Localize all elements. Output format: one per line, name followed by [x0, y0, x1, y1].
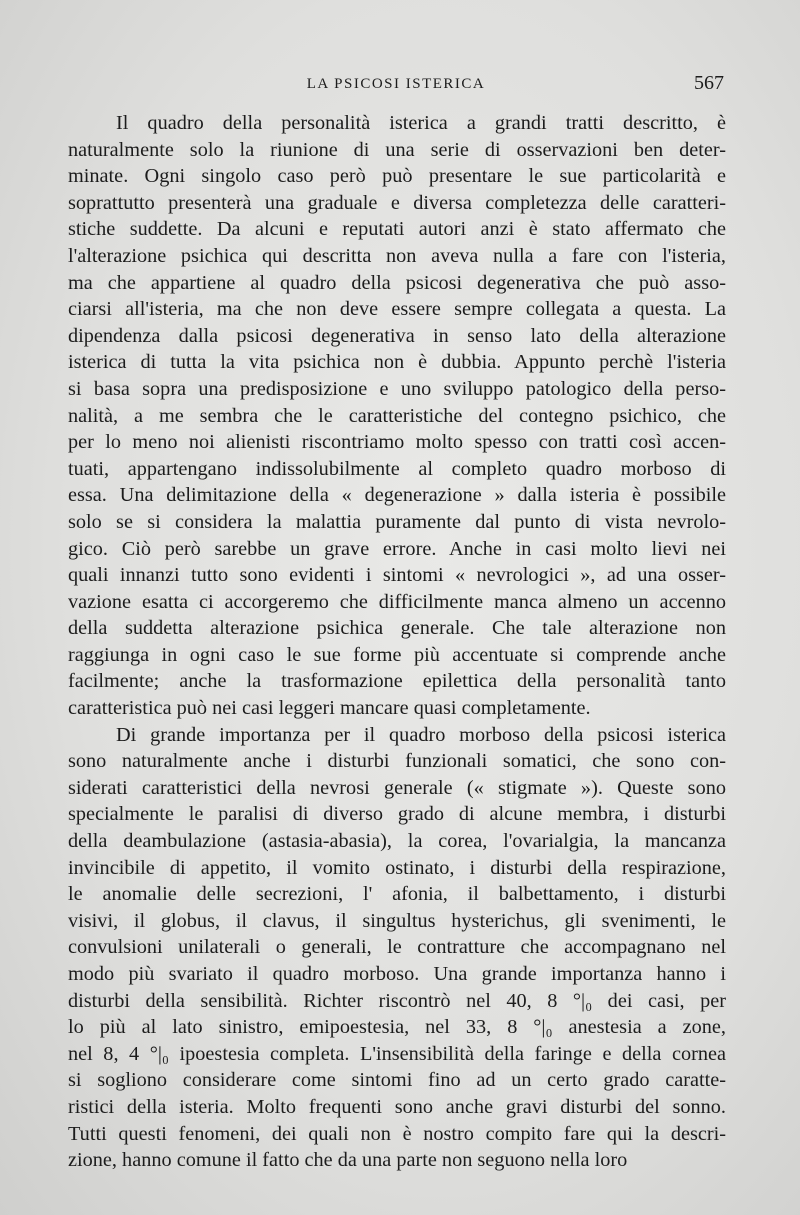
text-line: visivi, il globus, il clavus, il singultus hysterichus, gli svenimenti, le: [68, 909, 726, 932]
paragraph: [68, 110, 726, 722]
text-line: vazione esatta ci accorgeremo che difficilmente manca almeno un accenno: [68, 590, 726, 613]
text-line: siderati caratteristici della nevrosi generale (« stigmate »). Queste sono: [68, 776, 726, 799]
text-line: si basa sopra una predisposizione e uno sviluppo patologico della perso-: [68, 377, 726, 400]
paragraph: [68, 722, 726, 1174]
text-line: della deambulazione (astasia-abasia), la corea, l'ovarialgia, la mancanza: [68, 830, 726, 853]
text-line: dipendenza dalla psicosi degenerativa in senso lato della alterazione: [68, 324, 726, 347]
text-line: ciarsi all'isteria, ma che non deve essere sempre collegata a questa. La: [68, 298, 726, 321]
text-line: isterica di tutta la vita psichica non è dubbia. Appunto perchè l'isteria: [68, 351, 726, 374]
text-line: quali innanzi tutto sono evidenti i sintomi « nevrologici », ad una osser-: [68, 564, 726, 587]
text-line: per lo meno noi alienisti riscontriamo molto spesso con tratti così accen-: [68, 431, 726, 454]
text-line: nalità, a me sembra che le caratteristiche del contegno psichico, che: [68, 404, 726, 427]
text-line: stiche suddette. Da alcuni e reputati autori anzi è stato affermato che: [68, 218, 726, 241]
text-line: invincibile di appetito, il vomito ostinato, i disturbi della respirazione,: [68, 856, 726, 879]
text-line: della suddetta alterazione psichica generale. Che tale alterazione non: [68, 617, 726, 640]
text-line: soprattutto presenterà una graduale e diversa completezza delle caratteri-: [68, 191, 726, 214]
text-line: le anomalie delle secrezioni, l' afonia, il balbettamento, i disturbi: [68, 883, 726, 906]
text-line: disturbi della sensibilità. Richter riscontrò nel 40, 8 °|₀ dei casi, per: [68, 989, 726, 1012]
page-header: [68, 74, 724, 104]
text-line: Tutti questi fenomeni, dei quali non è nostro compito fare qui la descri-: [68, 1122, 726, 1145]
running-title: LA PSICOSI ISTERICA: [306, 76, 486, 92]
text-line: gico. Ciò però sarebbe un grave errore. Anche in casi molto lievi nei: [68, 537, 726, 560]
text-line: modo più svariato il quadro morboso. Una grande importanza hanno i: [68, 963, 726, 985]
text-line: zione, hanno comune il fatto che da una parte non seguono nella loro: [68, 1149, 628, 1172]
text-line: l'alterazione psichica qui descritta non aveva nulla a fare con l'isteria,: [68, 244, 726, 267]
text-line: Il quadro della personalità isterica a grandi tratti descritto, è: [116, 112, 726, 134]
text-line: convulsioni unilaterali o generali, le contratture che accompagnano nel: [68, 936, 726, 959]
text-line: minate. Ogni singolo caso però può presentare le sue particolarità e: [68, 165, 726, 188]
text-line: solo se si considera la malattia puramente dal punto di vista nevrolo-: [68, 510, 726, 533]
text-line: lo più al lato sinistro, emipoestesia, nel 33, 8 °|₀ anestesia a zone,: [68, 1016, 726, 1039]
text-line: raggiunga in ogni caso le sue forme più accentuate si comprende anche: [68, 643, 726, 666]
text-line: ma che appartiene al quadro della psicosi degenerativa che può asso-: [68, 271, 726, 294]
text-line: Di grande importanza per il quadro morboso della psicosi isterica: [116, 723, 726, 746]
text-line: si sogliono considerare come sintomi fino ad un certo grado caratte-: [68, 1069, 726, 1092]
text-line: caratteristica può nei casi leggeri mancare quasi completamente.: [68, 697, 591, 720]
page-number: 567: [694, 72, 724, 94]
text-line: facilmente; anche la trasformazione epilettica della personalità tanto: [68, 670, 726, 693]
text-line: specialmente le paralisi di diverso grado di alcune membra, i disturbi: [68, 803, 726, 826]
text-line: sono naturalmente anche i disturbi funzionali somatici, che sono con-: [68, 750, 726, 773]
text-line: naturalmente solo la riunione di una serie di osservazioni ben deter-: [68, 138, 726, 161]
text-line: nel 8, 4 °|₀ ipoestesia completa. L'insensibilità della faringe e della cornea: [68, 1042, 726, 1065]
text-line: ristici della isteria. Molto frequenti sono anche gravi disturbi del sonno.: [68, 1095, 726, 1118]
body-text: [68, 110, 726, 1174]
text-line: essa. Una delimitazione della « degenerazione » dalla isteria è possibile: [68, 484, 726, 507]
text-line: tuati, appartengano indissolubilmente al completo quadro morboso di: [68, 457, 726, 480]
